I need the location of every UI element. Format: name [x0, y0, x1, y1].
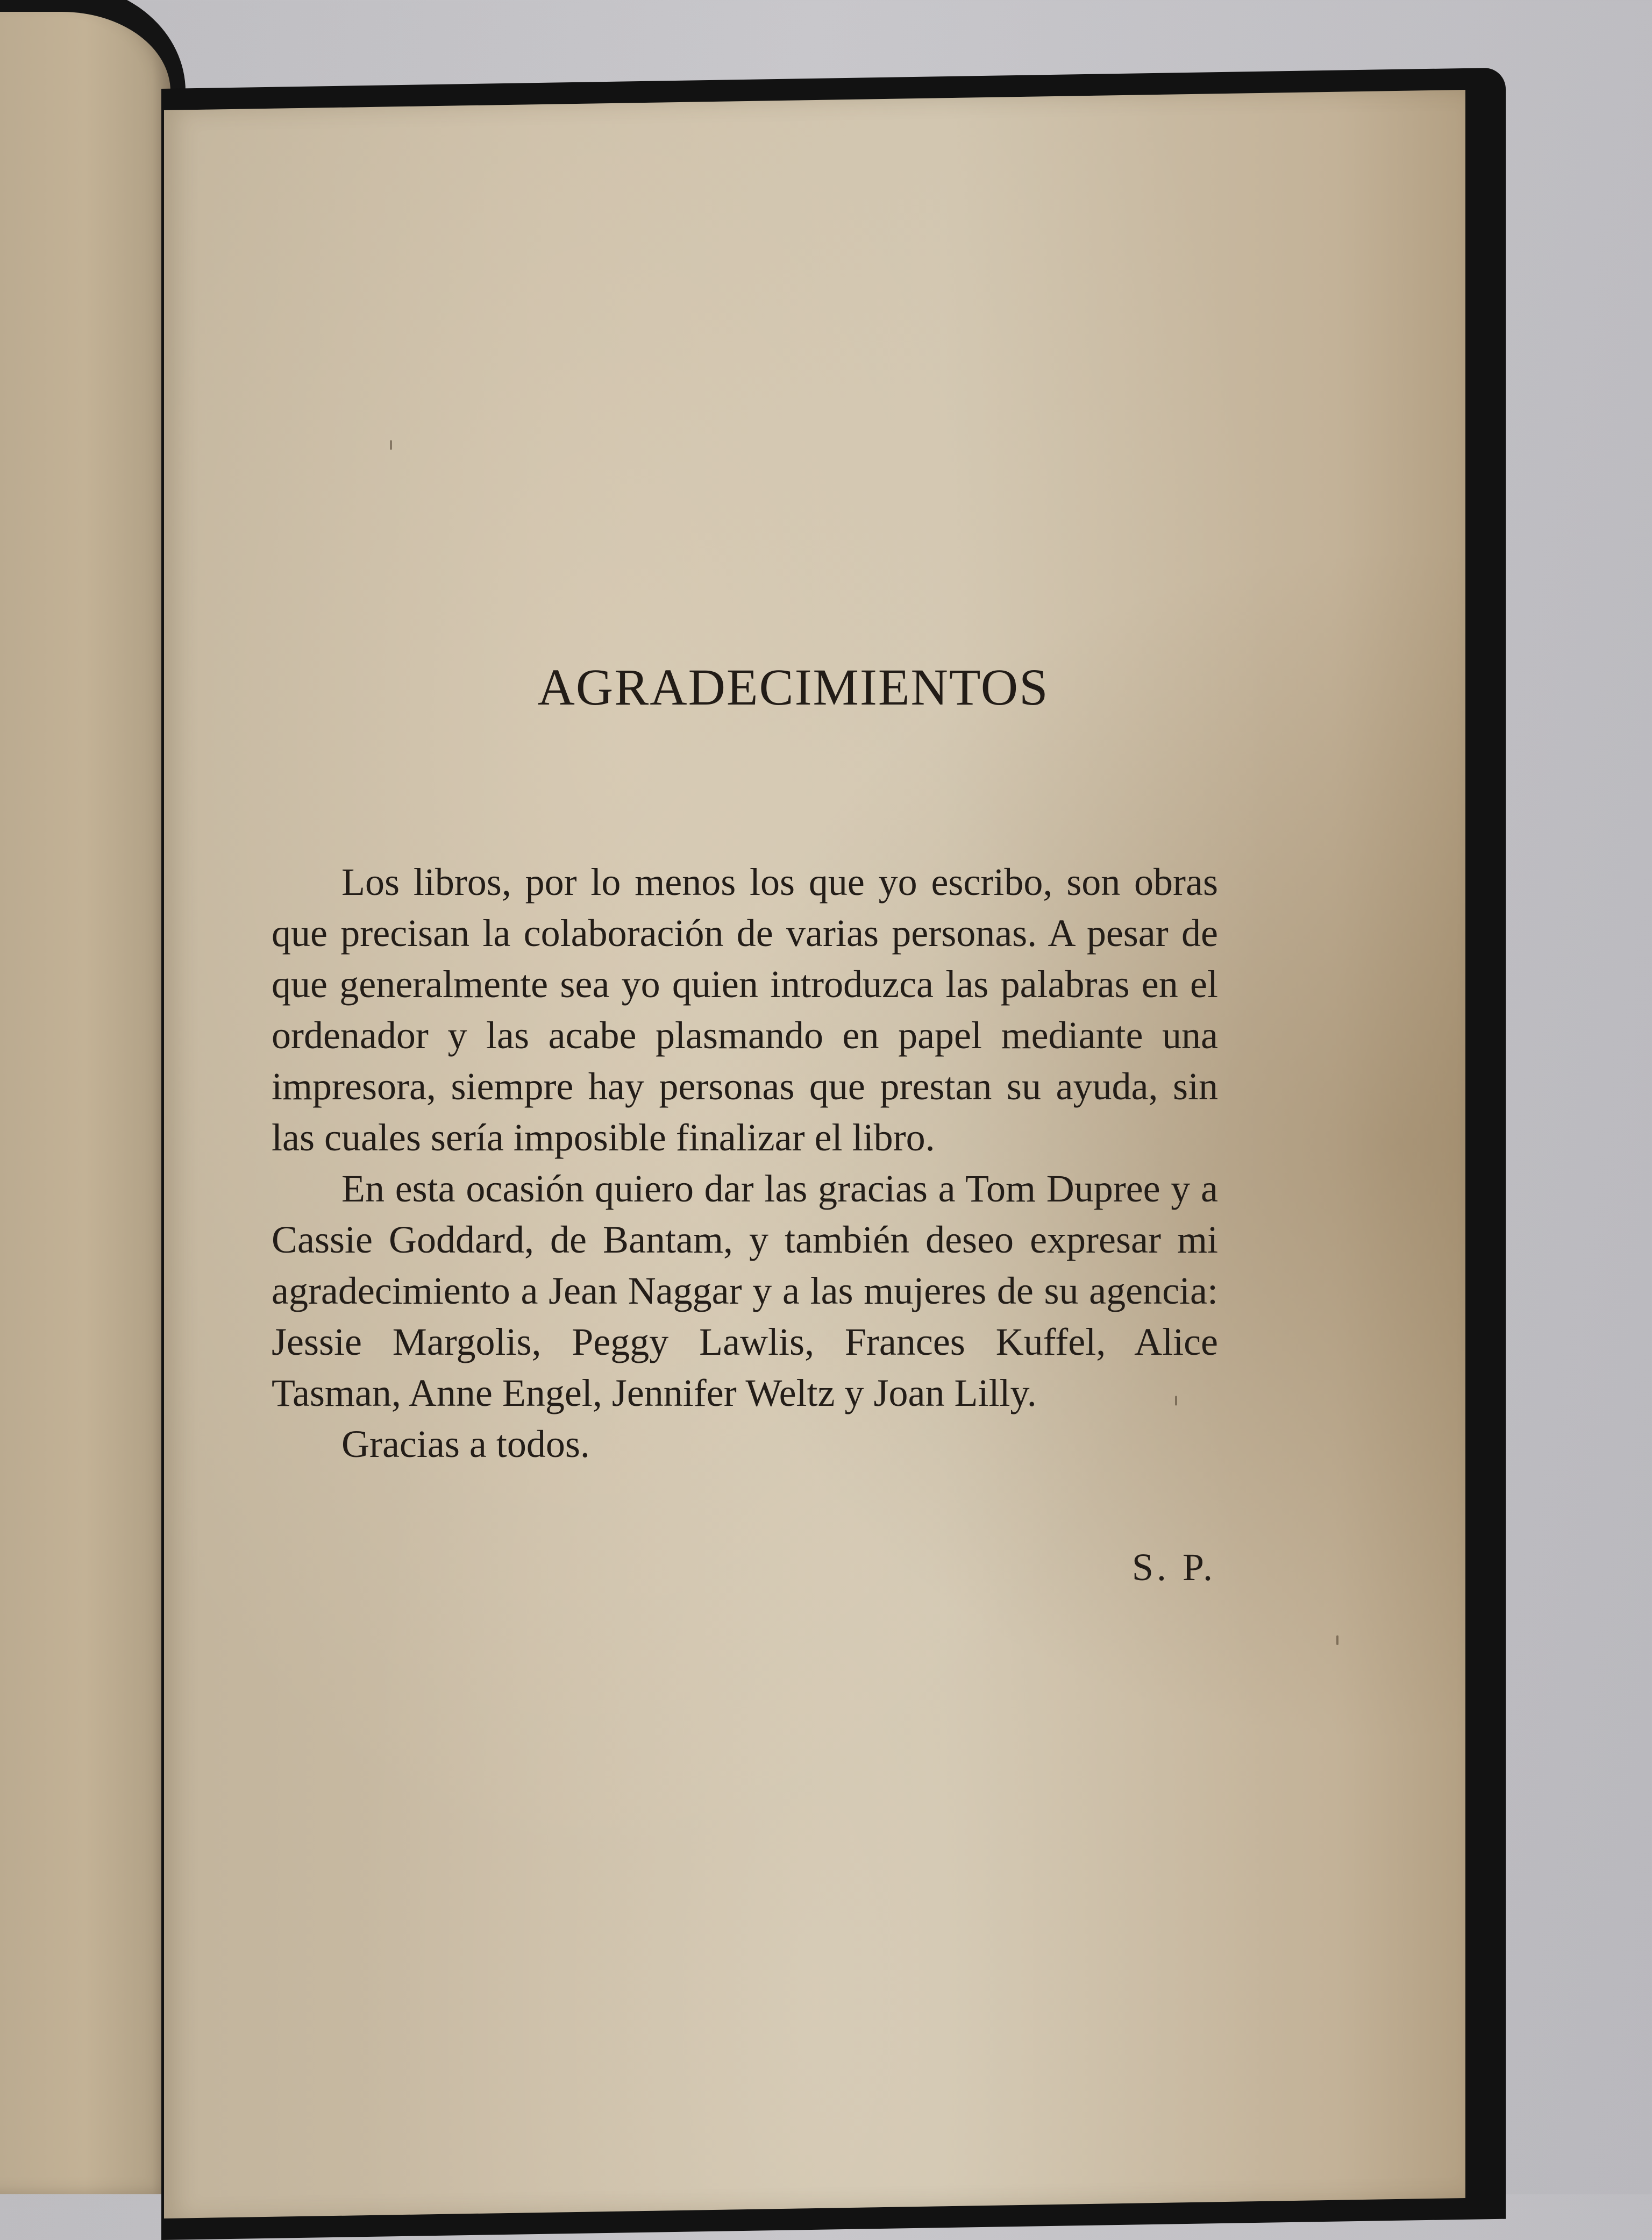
book-page [164, 90, 1465, 2218]
left-cover-edge [0, 0, 186, 124]
paragraph-2: En esta ocasión quiero dar las gracias a Tom Dupree y a Cassie Goddard, de Bantam, y también deseo expresar mi agradecimiento a Jean Naggar y a las mujeres de su agencia: Jessie Margolis, Peggy Lawlis, Frances Kuffel, Alice Tasman, Anne Engel, Jennifer Weltz y Joan Lilly. [272, 1167, 1218, 1414]
paragraph-1: Los libros, por lo menos los que yo escribo, son obras que precisan la colaboración de varias personas. A pesar de que generalmente sea yo quien introduzca las palabras en el ordenador y las acabe plasmando en papel mediante una impresora, siempre hay personas que prestan su ayuda, sin las cuales sería imposible finalizar el libro. [272, 860, 1218, 1159]
paper-speck [390, 440, 392, 450]
page-title: AGRADECIMIENTOS [537, 658, 1049, 716]
closing-line: Gracias a todos. [341, 1422, 590, 1466]
author-signature: S. P. [1131, 1545, 1216, 1589]
page-content [272, 657, 1218, 1590]
paper-speck [1336, 1635, 1338, 1645]
left-facing-page [0, 0, 172, 2194]
